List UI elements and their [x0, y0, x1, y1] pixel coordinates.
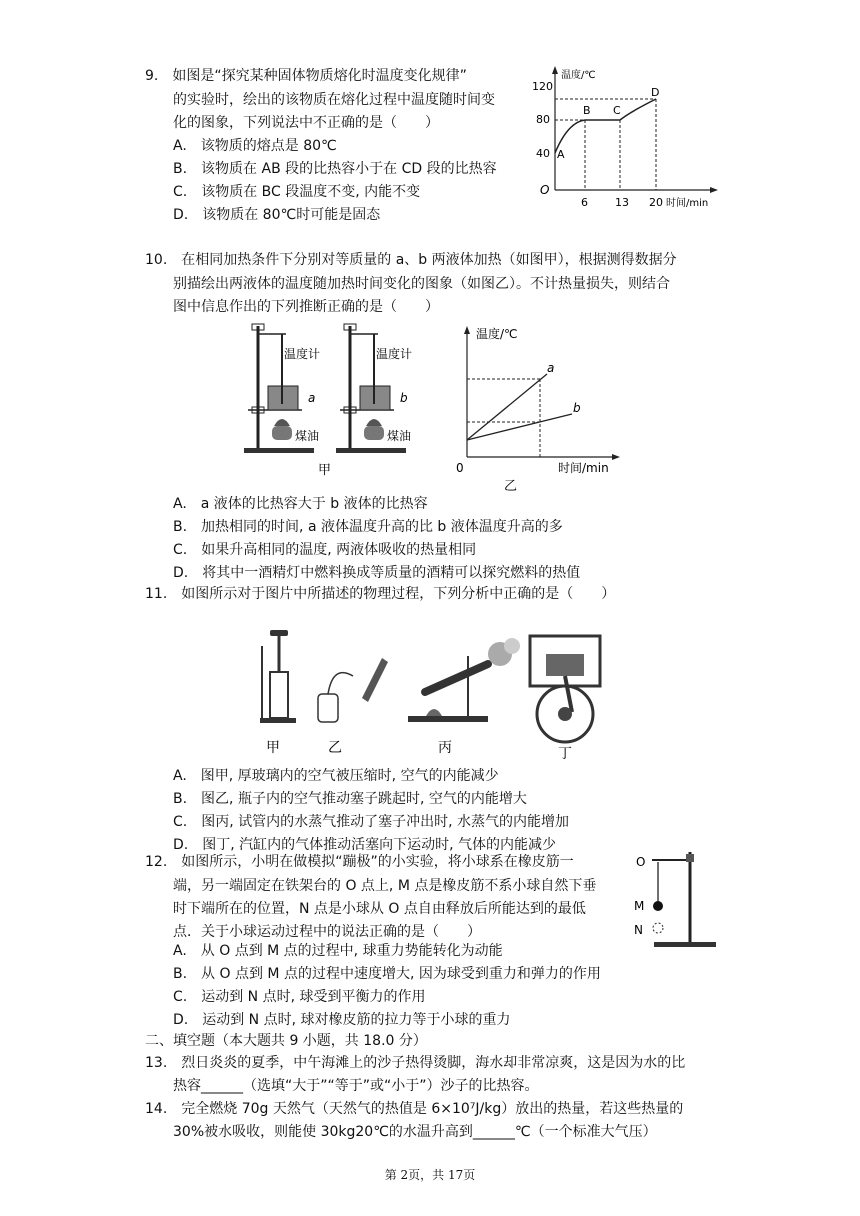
q9-option-c: C. 该物质在 BC 段温度不变, 内能不变	[173, 184, 421, 200]
q12-line-4: 点．关于小球运动过程中的说法正确的是（ ）	[173, 924, 481, 940]
q11-option-c: C. 图丙, 试管内的水蒸气推动了塞子冲出时, 水蒸气的内能增加	[173, 814, 570, 830]
page-footer: 第 2页，共 17页	[384, 1168, 476, 1182]
q9-graph-origin: O	[540, 183, 550, 197]
q12-option-c: C. 运动到 N 点时, 球受到平衡力的作用	[173, 989, 426, 1005]
q9-xtick-13: 13	[615, 196, 629, 209]
q12-option-a: A. 从 O 点到 M 点的过程中, 球重力势能转化为动能	[173, 943, 503, 959]
q10-liquid-a-label: a	[308, 391, 316, 405]
q10-line-a-label: a	[547, 361, 555, 375]
q10-graph-origin: 0	[456, 461, 464, 475]
q12-option-d: D. 运动到 N 点时, 球对橡皮筋的拉力等于小球的重力	[173, 1012, 511, 1028]
q9-option-b: B. 该物质在 AB 段的比热容小于在 CD 段的比热容	[173, 161, 497, 177]
q11-line-1: 11. 如图所示对于图片中所描述的物理过程，下列分析中正确的是（ ）	[145, 586, 616, 602]
q10-line-b-label: b	[573, 401, 581, 415]
q11-figure-ding	[530, 636, 600, 762]
q10-option-b: B. 加热相同的时间, a 液体温度升高的比 b 液体温度升高的多	[173, 519, 563, 535]
q14-line-2: 30%被水吸收，则能使 30kg20℃的水温升高到______℃（一个标准大气压）	[173, 1124, 657, 1140]
q9-xtick-6: 6	[581, 196, 588, 209]
q10-liquid-b-label: b	[400, 391, 408, 405]
q10-graph-xlabel: 时间/min	[558, 461, 609, 475]
q9-point-d: D	[651, 86, 660, 99]
q11-option-d: D. 图丁, 汽缸内的气体推动活塞向下运动时, 气体的内能减少	[173, 837, 557, 853]
q11-option-b: B. 图乙, 瓶子内的空气推动塞子跳起时, 空气的内能增大	[173, 791, 527, 807]
q9-ytick-120: 120	[532, 80, 553, 93]
q10-temperature-graph	[452, 322, 627, 492]
q11-caption-jia: 甲	[266, 740, 280, 756]
q10-thermometer-label-1: 温度计	[284, 347, 321, 361]
q11-caption-bing: 丙	[438, 740, 452, 756]
q10-fuel-label-1: 煤油	[295, 429, 320, 443]
q9-line-2: 的实验时，绘出的该物质在熔化过程中温度随时间变	[173, 92, 495, 108]
q9-xtick-20: 20	[649, 196, 663, 209]
q9-graph-ylabel: 温度/℃	[561, 70, 596, 81]
q12-bungee-stand	[630, 848, 720, 953]
q12-label-n: N	[634, 923, 643, 937]
q11-option-a: A. 图甲, 厚玻璃内的空气被压缩时, 空气的内能减少	[173, 768, 499, 784]
q9-line-1: 9. 如图是“探究某种固体物质熔化时温度变化规律”	[145, 68, 467, 84]
q11-figure-bing	[408, 638, 520, 756]
q9-melting-graph	[530, 60, 720, 210]
q10-option-d: D. 将其中一酒精灯中燃料换成等质量的酒精可以探究燃料的热值	[173, 565, 581, 581]
q13-line-1: 13. 烈日炎炎的夏季，中午海滩上的沙子热得烫脚，海水却非常凉爽，这是因为水的比	[145, 1055, 686, 1071]
q11-caption-yi: 乙	[328, 740, 342, 756]
q12-label-o: O	[636, 855, 646, 869]
q10-line-3: 图中信息作出的下列推断正确的是（ ）	[173, 299, 439, 315]
q10-graph-caption: 乙	[504, 479, 518, 492]
q11-figure-yi	[318, 658, 388, 756]
q10-heating-apparatus	[240, 318, 440, 478]
q10-graph-ylabel: 温度/℃	[476, 327, 518, 341]
q9-ytick-40: 40	[536, 147, 550, 160]
q9-graph-xlabel: 时间/min	[666, 198, 709, 209]
q9-point-c: C	[613, 104, 621, 117]
q12-label-m: M	[634, 899, 645, 913]
section-fill-in-heading: 二、填空题（本大题共 9 小题，共 18.0 分）	[145, 1033, 427, 1049]
q10-line-1: 10. 在相同加热条件下分别对等质量的 a、b 两液体加热（如图甲），根据测得数据分	[145, 252, 677, 268]
q12-line-1: 12. 如图所示，小明在做模拟“蹦极”的小实验，将小球系在橡皮筋一	[145, 854, 574, 870]
q10-option-a: A. a 液体的比热容大于 b 液体的比热容	[173, 496, 428, 512]
q9-line-3: 化的图象，下列说法中不正确的是（ ）	[173, 115, 439, 131]
q9-ytick-80: 80	[536, 113, 550, 126]
q10-line-2: 别描绘出两液体的温度随加热时间变化的图象（如图乙）。不计热量损失，则结合	[173, 276, 670, 292]
q12-option-b: B. 从 O 点到 M 点的过程中速度增大, 因为球受到重力和弹力的作用	[173, 966, 601, 982]
q10-thermometer-label-2: 温度计	[376, 347, 413, 361]
q10-option-c: C. 如果升高相同的温度, 两液体吸收的热量相同	[173, 542, 477, 558]
q12-line-3: 时下端所在的位置，N 点是小球从 O 点自由释放后所能达到的最低	[173, 901, 586, 917]
q10-apparatus-caption: 甲	[318, 463, 332, 478]
q9-option-a: A. 该物质的熔点是 80℃	[173, 138, 337, 154]
q11-caption-ding: 丁	[558, 746, 572, 762]
q10-fuel-label-2: 煤油	[387, 429, 412, 443]
q9-point-b: B	[583, 104, 591, 117]
q13-line-2: 热容______（选填“大于”“等于”或“小于”）沙子的比热容。	[173, 1078, 539, 1094]
q9-point-a: A	[557, 148, 565, 161]
q9-option-d: D. 该物质在 80℃时可能是固态	[173, 207, 381, 223]
q12-line-2: 端，另一端固定在铁架台的 O 点上, M 点是橡皮筋不系小球自然下垂	[173, 878, 597, 894]
q11-figure-jia	[260, 630, 296, 756]
q11-four-figures	[250, 626, 610, 762]
q14-line-1: 14. 完全燃烧 70g 天然气（天然气的热值是 6×10⁷J/kg）放出的热量，若这些热量的	[145, 1101, 684, 1117]
